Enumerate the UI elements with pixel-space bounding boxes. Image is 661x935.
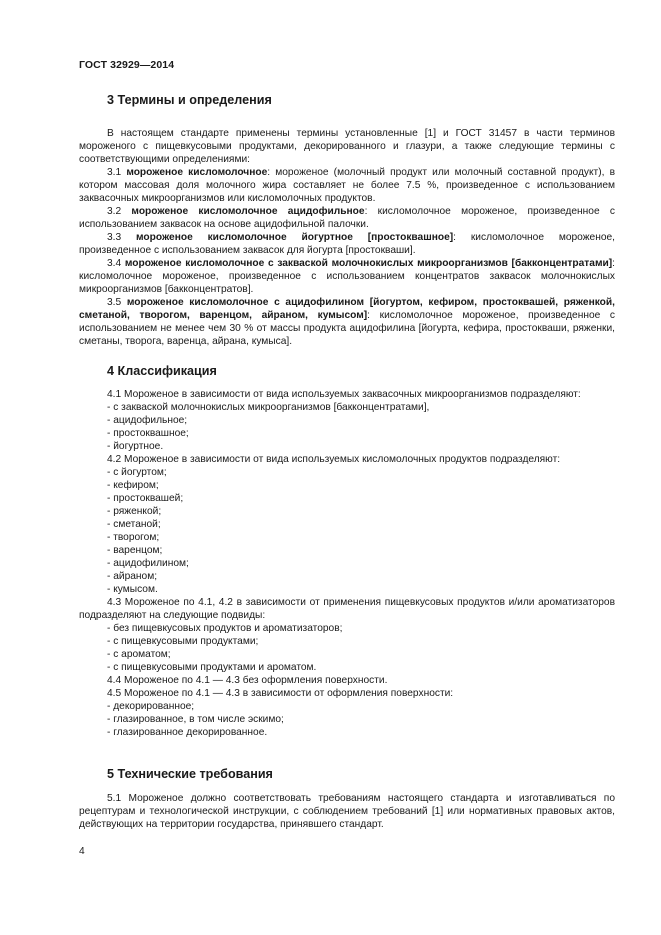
term-3-2-name: мороженое кисломолочное ацидофильное <box>131 206 365 217</box>
list-item: - глазированное декорированное. <box>107 727 268 738</box>
list-item: - с закваской молочнокислых микроорганизмов [бакконцентратами], <box>107 402 430 413</box>
section-5-heading: 5 Технические требования <box>107 767 273 781</box>
list-item: - сметаной; <box>107 519 161 530</box>
term-3-5-name: мороженое кисломолочное с ацидофилином [йогуртом, кефиром, простоквашей, ряженкой, сметаной, творогом, варенцом, айраном, кумысом] <box>79 297 615 321</box>
list-item: - варенцом; <box>107 545 163 556</box>
clause-4-4: 4.4 Мороженое по 4.1 — 4.3 без оформления поверхности. <box>107 675 388 686</box>
section-3-heading: 3 Термины и определения <box>107 93 272 107</box>
term-3-4: 3.4 мороженое кисломолочное с закваской молочнокислых микроорганизмов [бакконцентратами]: кисломолочное мороженое, произведенное с использованием концентратов заквасок молочнокислых микроорганизмов [бакконцентратов]. <box>79 258 615 295</box>
list-item: - простоквашей; <box>107 493 184 504</box>
term-3-4-name: мороженое кисломолочное с закваской молочнокислых микроорганизмов [бакконцентратами] <box>124 258 613 269</box>
list-item: - кефиром; <box>107 480 159 491</box>
term-3-3-name: мороженое кисломолочное йогуртное [простоквашное] <box>136 232 454 243</box>
list-item: - глазированное, в том числе эскимо; <box>107 714 284 725</box>
term-3-1: 3.1 мороженое кисломолочное: мороженое (молочный продукт или молочный составной продукт), в котором массовая доля молочного жира составляет не более 7.5 %, произведенное с использованием заквасочных микроорганизмов или кисломолочных продуктов. <box>79 167 615 204</box>
clause-4-2: 4.2 Мороженое в зависимости от вида используемых кисломолочных продуктов подразделяют: <box>107 454 561 465</box>
list-item: - с йогуртом; <box>107 467 167 478</box>
section-5-body <box>79 792 615 831</box>
list-item: - декорированное; <box>107 701 195 712</box>
list-item: - простоквашное; <box>107 428 189 439</box>
list-item: - ацидофилином; <box>107 558 189 569</box>
clause-4-5: 4.5 Мороженое по 4.1 — 4.3 в зависимости от оформления поверхности: <box>107 688 454 699</box>
section-4-heading: 4 Классификация <box>107 364 217 378</box>
section-4-body <box>79 388 615 739</box>
term-3-2: 3.2 мороженое кисломолочное ацидофильное: кисломолочное мороженое, произведенное с использованием заквасок на основе ацидофильной палочки. <box>79 206 615 230</box>
list-item: - с пищевкусовыми продуктами; <box>107 636 259 647</box>
section-3-intro: В настоящем стандарте применены термины установленные [1] и ГОСТ 31457 в части терминов мороженого с пищевкусовыми продуктами, декорированного и глазури, а также следующие термины с соответствующими определениями: <box>79 128 615 165</box>
list-item: - айраном; <box>107 571 158 582</box>
list-item: - творогом; <box>107 532 160 543</box>
list-item: - без пищевкусовых продуктов и ароматизаторов; <box>107 623 343 634</box>
term-3-5: 3.5 мороженое кисломолочное с ацидофилином [йогуртом, кефиром, простоквашей, ряженкой, сметаной, творогом, варенцом, айраном, кумысом]: кисломолочное мороженое, произведенное с использованием не менее чем 30 % от массы продукта ацидофилина [йогурта, кефира, простокваши, ряженки, сметаны, творога, варенца, айрана, кумыса]. <box>79 297 615 347</box>
list-item: - кумысом. <box>107 584 158 595</box>
list-item: - йогуртное. <box>107 441 164 452</box>
list-item: - с ароматом; <box>107 649 171 660</box>
term-3-3: 3.3 мороженое кисломолочное йогуртное [простоквашное]: кисломолочное мороженое, произведенное с использованием заквасок для йогурта [простокваши]. <box>79 232 615 256</box>
section-3-body <box>79 127 615 348</box>
clause-4-3: 4.3 Мороженое по 4.1, 4.2 в зависимости от применения пищевкусовых продуктов и/или ароматизаторов подразделяют на следующие подвиды: <box>79 597 615 621</box>
clause-5-1: 5.1 Мороженое должно соответствовать требованиям настоящего стандарта и изготавливаться по рецептурам и технологической инструкции, с соблюдением требований [1] или нормативных правовых актов, действующих на территории государства, принявшего стандарт. <box>79 793 615 830</box>
list-item: - ряженкой; <box>107 506 162 517</box>
clause-4-1: 4.1 Мороженое в зависимости от вида используемых заквасочных микроорганизмов подразделяют: <box>107 389 581 400</box>
page-number: 4 <box>79 846 85 857</box>
term-3-1-name: мороженое кисломолочное <box>126 167 268 178</box>
document-code: ГОСТ 32929—2014 <box>79 59 175 71</box>
list-item: - ацидофильное; <box>107 415 188 426</box>
list-item: - с пищевкусовыми продуктами и ароматом. <box>107 662 317 673</box>
